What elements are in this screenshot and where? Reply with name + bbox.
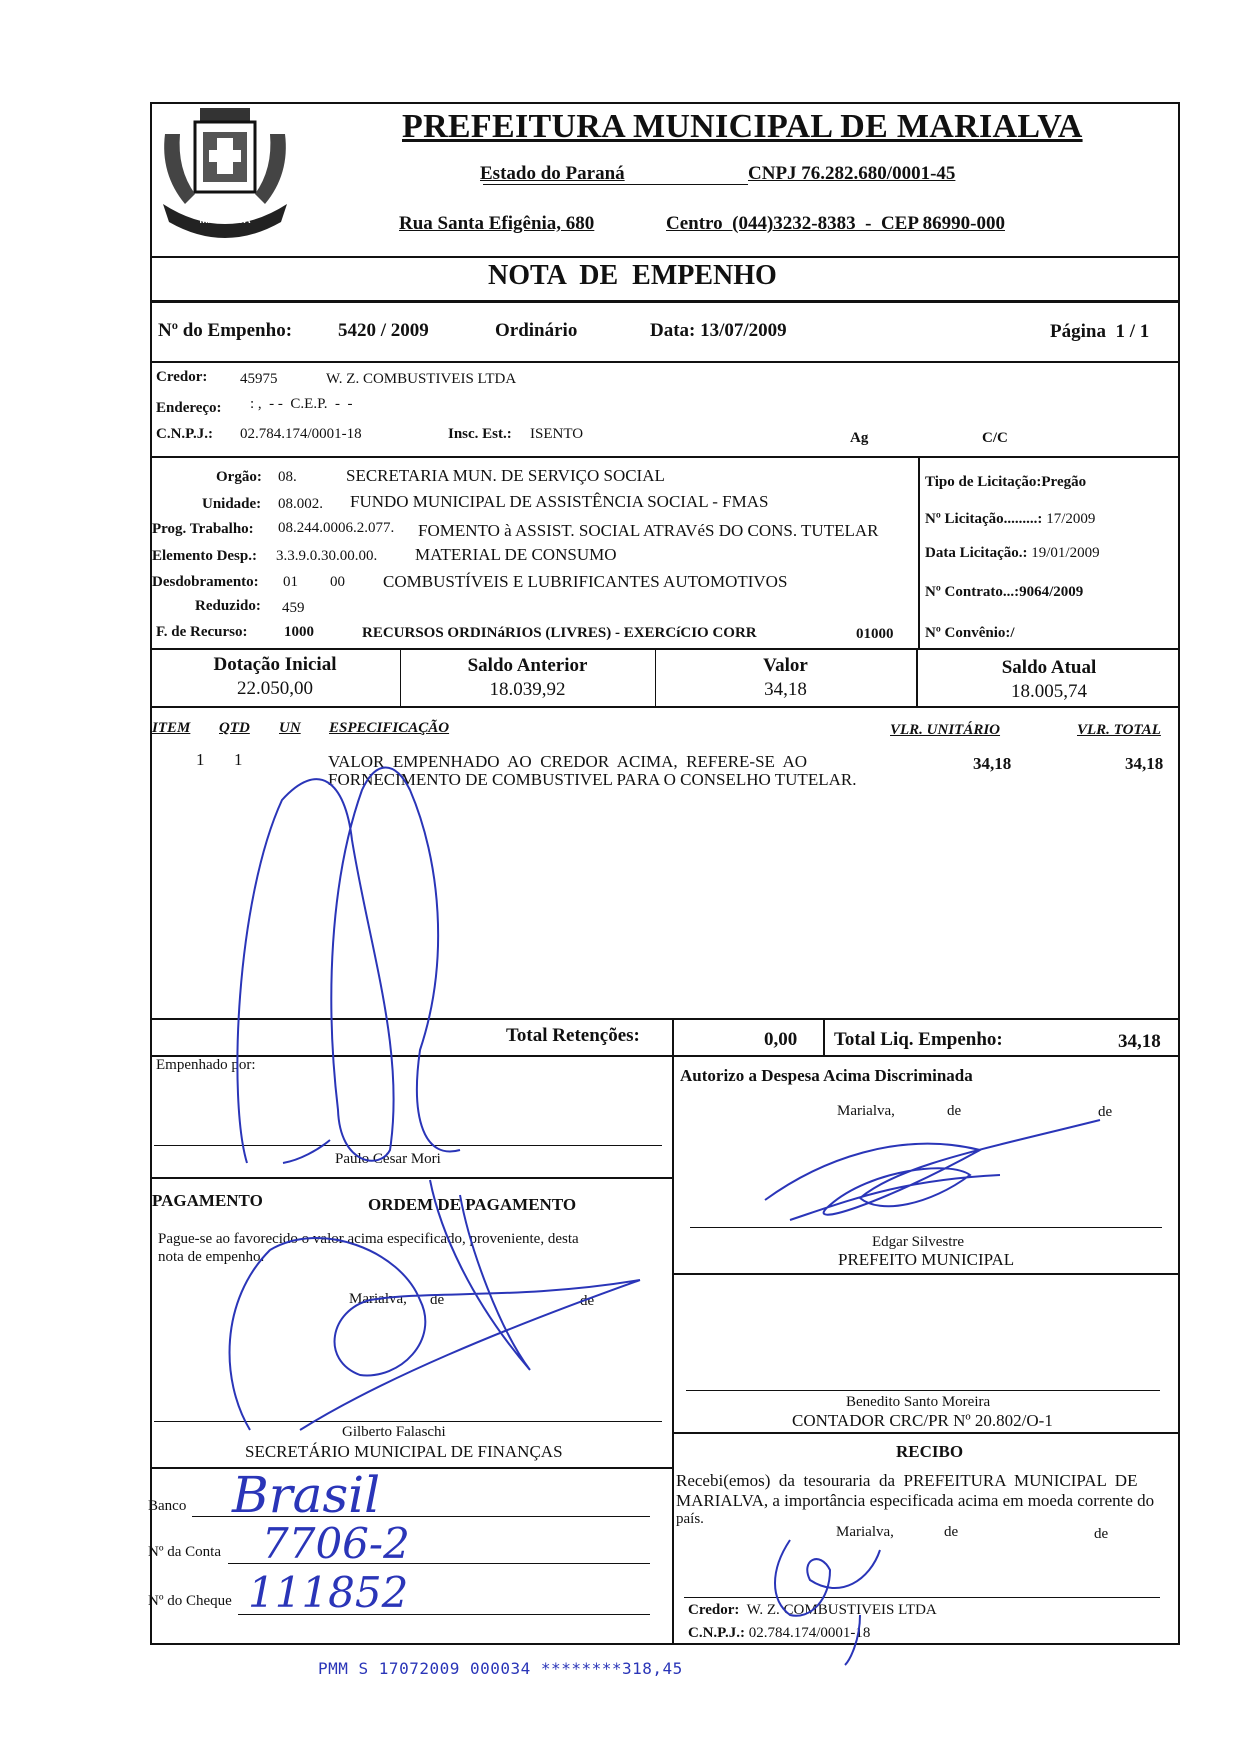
orgao-code: 08.	[278, 469, 297, 485]
pagamento-text-line2: nota de empenho.	[158, 1249, 265, 1265]
prog-name: FOMENTO à ASSIST. SOCIAL ATRAVéS DO CONS. TUTELAR	[418, 521, 879, 540]
licitacao-number-label: Nº Licitação.........:	[925, 511, 1043, 527]
divider	[672, 1057, 674, 1645]
col-item: ITEM	[152, 720, 191, 736]
credor-cnpj: 02.784.174/0001-18	[240, 426, 362, 442]
divider	[674, 1273, 1180, 1275]
banco-label: Banco	[148, 1498, 187, 1514]
municipal-seal-icon	[155, 104, 295, 249]
recurso-code: 1000	[284, 624, 314, 640]
saldo-anterior-value: 18.039,92	[489, 679, 566, 700]
col-especificacao: ESPECIFICAÇÃO	[329, 720, 450, 736]
recurso-code2: 01000	[856, 626, 894, 642]
prog-label: Prog. Trabalho:	[152, 521, 254, 537]
signature-line	[690, 1227, 1162, 1228]
empenho-date: Data: 13/07/2009	[650, 320, 787, 341]
contador-name: Benedito Santo Moreira	[846, 1394, 991, 1410]
convenio-number: Nº Convênio:/	[925, 625, 1015, 641]
divider	[150, 1467, 672, 1469]
header-state: Estado do Paraná	[480, 163, 625, 184]
signature-line	[154, 1421, 662, 1422]
address-value: : , - - C.E.P. - -	[250, 396, 353, 412]
divider	[918, 458, 920, 648]
item-quantity: 1	[234, 750, 243, 769]
item-description-line1: VALOR EMPENHADO AO CREDOR ACIMA, REFERE-SE AO	[328, 752, 808, 771]
recibo-text-line1: Recebi(emos) da tesouraria da PREFEITURA MUNICIPAL DE	[676, 1471, 1138, 1490]
seal-text: MARIALVA	[199, 215, 251, 226]
empenhado-name: Paulo César Mori	[335, 1151, 441, 1167]
recibo-de1: de	[944, 1524, 959, 1540]
item-unit-value: 34,18	[973, 754, 1012, 773]
divider	[150, 361, 1180, 363]
header-address: Rua Santa Efigênia, 680	[399, 213, 595, 234]
desdobramento-code1: 01	[283, 574, 298, 590]
saldo-atual-value: 18.005,74	[1011, 681, 1087, 702]
valor-value: 34,18	[764, 679, 807, 700]
recibo-credor-name: W. Z. COMBUSTIVEIS LTDA	[746, 1602, 937, 1618]
saldo-anterior-label: Saldo Anterior	[467, 655, 588, 676]
saldo-atual-label: Saldo Atual	[1001, 657, 1097, 678]
payment-stamp: PMM S 17072009 000034 ********318,45	[318, 1659, 683, 1678]
banco-handwritten: Brasil	[232, 1466, 381, 1524]
elemento-code: 3.3.9.0.30.00.00.	[276, 548, 378, 564]
elemento-name: MATERIAL DE CONSUMO	[415, 545, 617, 564]
account-label: C/C	[982, 430, 1008, 446]
document-title: NOTA DE EMPENHO	[488, 260, 777, 291]
pagamento-text-line1: Pague-se ao favorecido o valor acima especificado, proveniente, desta	[158, 1231, 579, 1247]
divider	[150, 300, 1180, 303]
recibo-cnpj-label: C.N.P.J.:	[688, 1625, 745, 1641]
liquido-value: 34,18	[1118, 1031, 1161, 1052]
divider	[150, 256, 1180, 258]
desdobramento-code2: 00	[330, 574, 345, 590]
conta-label: Nº da Conta	[148, 1544, 221, 1560]
item-number: 1	[196, 750, 205, 769]
insc-value: ISENTO	[530, 426, 584, 442]
empenhado-label: Empenhado por:	[156, 1057, 256, 1073]
recibo-de2: de	[1094, 1526, 1109, 1542]
reduzido-label: Reduzido:	[195, 598, 261, 614]
divider	[150, 706, 1180, 708]
col-valor-total: VLR. TOTAL	[1077, 722, 1161, 738]
reduzido-value: 459	[282, 600, 305, 616]
orgao-label: Orgão:	[216, 469, 262, 485]
desdobramento-name: COMBUSTÍVEIS E LUBRIFICANTES AUTOMOTIVOS	[383, 572, 788, 591]
contrato-number: Nº Contrato...:9064/2009	[925, 584, 1084, 600]
licitacao-date-label: Data Licitação.:	[925, 545, 1028, 561]
header-cnpj: CNPJ 76.282.680/0001-45	[748, 163, 956, 184]
item-description-line2: FORNECIMENTO DE COMBUSTIVEL PARA O CONSELHO TUTELAR.	[328, 770, 857, 789]
orgao-name: SECRETARIA MUN. DE SERVIÇO SOCIAL	[346, 466, 665, 485]
conta-handwritten: 7706-2	[262, 1519, 410, 1568]
unidade-name: FUNDO MUNICIPAL DE ASSISTÊNCIA SOCIAL - FMAS	[350, 492, 769, 511]
credor-label: Credor:	[156, 369, 208, 385]
empenho-number: 5420 / 2009	[338, 320, 429, 341]
divider	[150, 1177, 672, 1179]
recibo-credor-label: Credor:	[688, 1602, 740, 1618]
autorizo-label: Autorizo a Despesa Acima Discriminada	[680, 1066, 973, 1085]
elemento-label: Elemento Desp.:	[152, 548, 257, 564]
licitacao-number-value: 17/2009	[1046, 511, 1096, 527]
secretario-name: Gilberto Falaschi	[342, 1424, 446, 1440]
signature-line	[686, 1390, 1160, 1391]
secretario-role: SECRETÁRIO MUNICIPAL DE FINANÇAS	[245, 1442, 563, 1461]
empenho-type: Ordinário	[495, 320, 578, 341]
divider	[150, 1018, 1180, 1020]
address-label: Endereço:	[156, 400, 222, 416]
pagamento-de2: de	[580, 1293, 595, 1309]
recibo-cnpj	[688, 1625, 870, 1642]
prefeito-role: PREFEITO MUNICIPAL	[838, 1250, 1015, 1269]
state-underline	[483, 184, 748, 185]
recibo-text-line2: MARIALVA, a importância especificada acima em moeda corrente do	[676, 1491, 1155, 1510]
recibo-cnpj-value: 02.784.174/0001-18	[748, 1625, 871, 1641]
divider	[672, 1018, 674, 1055]
desdobramento-label: Desdobramento:	[152, 574, 259, 590]
recibo-text-line3: país.	[676, 1511, 704, 1527]
signature-line	[154, 1145, 662, 1146]
autorizo-de2: de	[1098, 1104, 1113, 1120]
licitacao-number	[925, 511, 1095, 528]
unidade-label: Unidade:	[202, 496, 262, 512]
cheque-label: Nº do Cheque	[148, 1593, 232, 1609]
col-valor-unitario: VLR. UNITÁRIO	[890, 722, 1001, 738]
retencoes-value: 0,00	[764, 1029, 798, 1050]
dotacao-value: 22.050,00	[237, 678, 313, 699]
credor-name: W. Z. COMBUSTIVEIS LTDA	[326, 371, 517, 387]
contador-role: CONTADOR CRC/PR Nº 20.802/O-1	[792, 1411, 1053, 1430]
pagamento-label: PAGAMENTO	[152, 1191, 263, 1210]
page-title: PREFEITURA MUNICIPAL DE MARIALVA	[402, 108, 1083, 145]
autorizo-de1: de	[947, 1103, 962, 1119]
divider	[150, 648, 1180, 650]
col-un: UN	[279, 720, 301, 736]
credor-code: 45975	[240, 371, 278, 387]
agency-label: Ag	[850, 430, 869, 446]
recibo-label: RECIBO	[896, 1442, 964, 1461]
divider	[674, 1432, 1180, 1434]
recibo-place: Marialva,	[836, 1524, 894, 1540]
divider	[823, 1018, 825, 1055]
cheque-handwritten: 111852	[248, 1568, 409, 1617]
recibo-credor	[688, 1602, 937, 1619]
page-number: Página 1 / 1	[1050, 321, 1150, 342]
recurso-name: RECURSOS ORDINáRIOS (LIVRES) - EXERCíCIO CORR	[362, 625, 757, 641]
recurso-label: F. de Recurso:	[156, 624, 248, 640]
signature-line	[684, 1597, 1160, 1598]
valor-label: Valor	[763, 655, 808, 676]
prog-code: 08.244.0006.2.077.	[278, 520, 395, 536]
ordem-pagamento-label: ORDEM DE PAGAMENTO	[368, 1195, 577, 1214]
autorizo-place: Marialva,	[837, 1103, 895, 1119]
licitacao-date	[925, 545, 1100, 562]
prefeito-name: Edgar Silvestre	[872, 1234, 965, 1250]
licitacao-date-value: 19/01/2009	[1031, 545, 1100, 561]
retencoes-label: Total Retenções:	[506, 1025, 640, 1046]
empenho-number-label: Nº do Empenho:	[158, 320, 293, 341]
header-contact: Centro (044)3232-8383 - CEP 86990-000	[666, 213, 1005, 234]
insc-label: Insc. Est.:	[448, 426, 512, 442]
unidade-code: 08.002.	[278, 496, 323, 512]
liquido-label: Total Liq. Empenho:	[834, 1029, 1003, 1050]
item-total-value: 34,18	[1125, 754, 1164, 773]
cnpj-label: C.N.P.J.:	[156, 426, 213, 442]
licitacao-type: Tipo de Licitação:Pregão	[925, 474, 1087, 490]
divider	[150, 456, 1180, 458]
divider	[150, 1055, 1180, 1057]
pagamento-de1: de	[430, 1292, 445, 1308]
dotacao-label: Dotação Inicial	[213, 654, 337, 675]
col-qtd: QTD	[219, 720, 250, 736]
pagamento-place: Marialva,	[349, 1291, 407, 1307]
